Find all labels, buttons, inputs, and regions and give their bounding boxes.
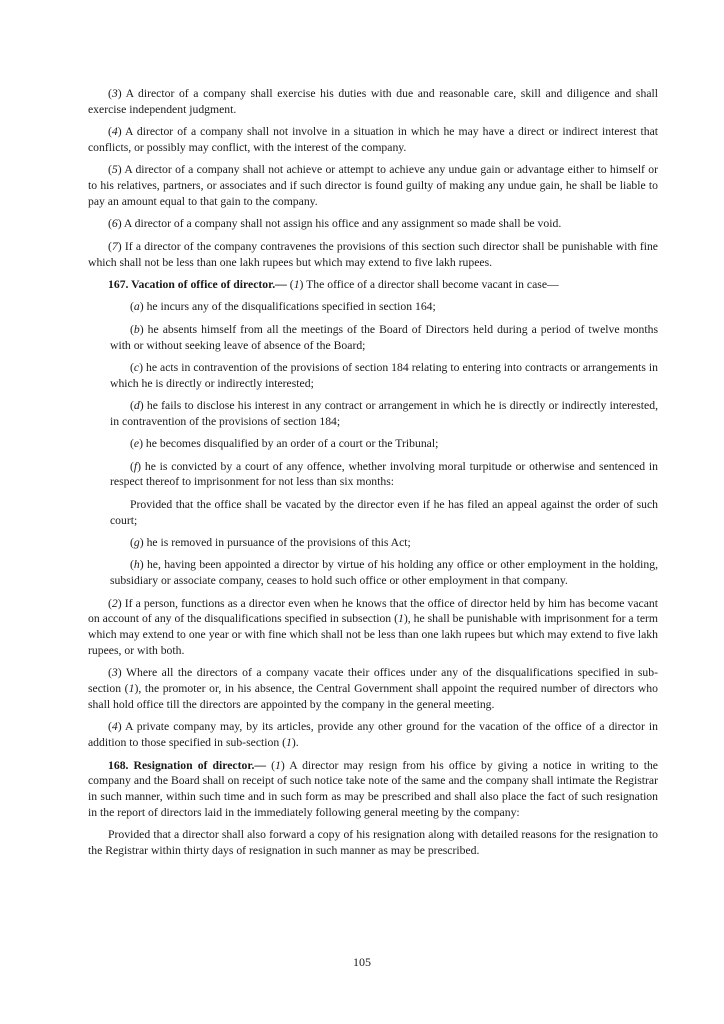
- subsection-paragraph: (3) A director of a company shall exercise his duties with due and reasonable care, skill and diligence and shall exercise independent judgment.: [88, 87, 658, 116]
- clause-paragraph: (g) he is removed in pursuance of the provisions of this Act;: [130, 536, 411, 550]
- subsection-paragraph: (6) A director of a company shall not assign his office and any assignment so made shall be void.: [108, 217, 562, 231]
- page-number: 105: [353, 955, 371, 969]
- subsection-paragraph: (4) A private company may, by its articles, provide any other ground for the vacation of the office of a director in addition to those specified in sub-section (1).: [88, 720, 658, 750]
- section-heading: 168. Resignation of director.—: [108, 758, 267, 772]
- clause-paragraph: (h) he, having been appointed a director by virtue of his holding any office or other employment in the holding, subsidiary or associate company, ceases to hold such office or other employment in that company.: [110, 558, 658, 588]
- clause-paragraph: (f) he is convicted by a court of any offence, whether involving moral turpitude or otherwise and sentenced in respect thereof to imprisonment for not less than six months:: [110, 459, 658, 489]
- section-heading: 167. Vacation of office of director.—: [108, 277, 287, 291]
- subsection-paragraph: (4) A director of a company shall not involve in a situation in which he may have a direct or indirect interest that conflicts, or possibly may conflict, with the interest of the company.: [88, 125, 658, 154]
- section-paragraph: 168. Resignation of director.— (1) A director may resign from his office by giving a notice in writing to the company and the Board shall on receipt of such notice take note of the same and the company shall intimate the Registrar in such manner, within such time and in such form as may be prescribed and shall also place the fact of such resignation in the report of directors laid in the immediately following general meeting by the company:: [88, 758, 658, 819]
- document-body: [88, 86, 658, 866]
- clause-paragraph: (c) he acts in contravention of the provisions of section 184 relating to entering into contracts or arrangements in which he is directly or indirectly interested;: [110, 360, 658, 390]
- section-paragraph: 167. Vacation of office of director.— (1) The office of a director shall become vacant in case—: [108, 277, 559, 291]
- subsection-paragraph: (3) Where all the directors of a company vacate their offices under any of the disqualifications specified in sub-section (1), the promoter or, in his absence, the Central Government shall appoint the required number of directors who shall hold office till the directors are appointed by the company in the general meeting.: [88, 666, 658, 711]
- clause-paragraph: (a) he incurs any of the disqualifications specified in section 164;: [130, 300, 436, 314]
- proviso-paragraph: Provided that the office shall be vacated by the director even if he has filed an appeal against the order of such court;: [110, 497, 658, 527]
- subsection-paragraph: (2) If a person, functions as a director even when he knows that the office of director held by him has become vacant on account of any of the disqualifications specified in subsection (1), he shall be punishable with imprisonment for a term which may extend to one year or with fine which shall not be less than one lakh rupees but which may extend to five lakh rupees, or with both.: [88, 596, 658, 658]
- subsection-paragraph: (5) A director of a company shall not achieve or attempt to achieve any undue gain or advantage either to himself or to his relatives, partners, or associates and if such director is found guilty of making any undue gain, he shall be liable to pay an amount equal to that gain to the company.: [88, 163, 659, 208]
- subsection-paragraph: Provided that a director shall also forward a copy of his resignation along with detailed reasons for the resignation to the Registrar within thirty days of resignation in such manner as may be prescribed.: [88, 828, 658, 858]
- subsection-paragraph: (7) If a director of the company contravenes the provisions of this section such director shall be punishable with fine which shall not be less than one lakh rupees but which may extend to five lakh rupees.: [88, 239, 658, 269]
- clause-paragraph: (b) he absents himself from all the meetings of the Board of Directors held during a period of twelve months with or without seeking leave of absence of the Board;: [110, 322, 658, 352]
- clause-paragraph: (e) he becomes disqualified by an order of a court or the Tribunal;: [130, 437, 439, 451]
- clause-paragraph: (d) he fails to disclose his interest in any contract or arrangement in which he is directly or indirectly interested, in contravention of the provisions of section 184;: [110, 399, 658, 428]
